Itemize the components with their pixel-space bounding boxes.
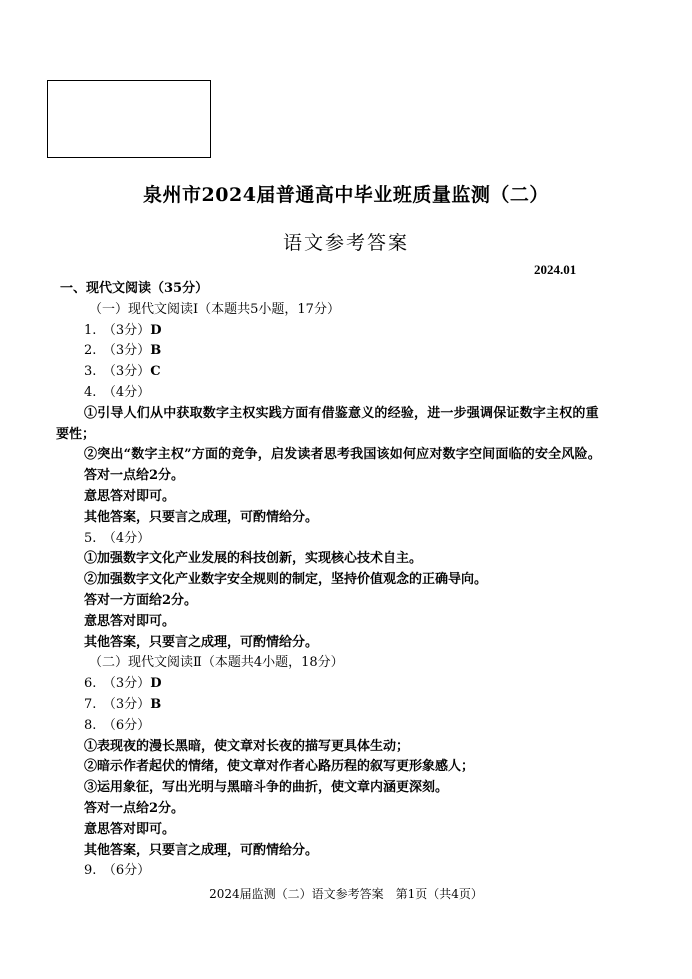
line-text: 一、现代文阅读（35分） [60,281,209,296]
answer-line [84,550,644,568]
answer-line [84,634,644,652]
exam-date: 2024.01 [534,262,577,277]
line-text: 其他答案，只要言之成理，可酌情给分。 [84,842,319,858]
line-text: 2. （3分） [84,343,151,359]
line-text: 意思答对即可。 [84,821,176,837]
answer-line [84,322,644,340]
answer-choice: B [150,697,162,712]
line-text: 6. （3分） [84,676,151,692]
answer-line [89,654,649,672]
answer-line [84,488,644,506]
line-text: 意思答对即可。 [84,489,176,504]
answer-line [84,613,644,631]
answer-line [84,363,644,381]
answer-line [84,738,644,756]
answer-line [84,779,644,797]
answer-line [56,426,616,444]
answer-line [84,696,644,714]
page-subtitle: 语文参考答案 [282,232,409,254]
blank-stamp-box [47,80,211,158]
line-text: ①加强数字文化产业发展的科技创新，实现核心技术自主。 [84,551,423,567]
answer-line [84,592,644,610]
line-text: 要性； [56,426,96,442]
line-text: ②加强数字文化产业数字安全规则的制定，坚持价值观念的正确导向。 [84,572,488,588]
answer-line [60,280,620,298]
line-text: 答对一点给2分。 [84,801,185,816]
answer-choice: D [150,322,162,338]
page-title: 泉州市2024届普通高中毕业班质量监测（二） [143,184,549,206]
answer-line [84,405,644,423]
answer-line [89,301,649,319]
line-text: 4. （4分） [84,385,151,400]
answer-choice: B [150,343,162,359]
answer-line [84,509,644,527]
line-text: 8. （6分） [84,717,151,733]
page-footer: 2024届监测（二）语文参考答案 第1页（共4页） [209,887,483,901]
line-text: （二）现代文阅读Ⅱ（本题共4小题，18分） [89,655,344,671]
line-text: 答对一方面给2分。 [84,593,198,608]
answer-choice: C [150,364,161,380]
line-text: ②突出“数字主权”方面的竞争，启发读者思考我国该如何应对数字空间面临的安全风险。 [84,447,601,463]
answer-line [84,571,644,589]
line-text: （一）现代文阅读Ⅰ（本题共5小题，17分） [89,301,340,317]
answer-line [84,717,644,735]
answer-line [84,821,644,839]
line-text: 其他答案，只要言之成理，可酌情给分。 [84,634,319,650]
answer-line [84,530,644,548]
line-text: ①引导人们从中获取数字主权实践方面有借鉴意义的经验，进一步强调保证数字主权的重 [84,405,599,421]
line-text: 意思答对即可。 [84,613,176,629]
line-text: ①表现夜的漫长黑暗，使文章对长夜的描写更具体生动； [84,738,410,754]
line-text: 答对一点给2分。 [84,468,185,484]
answer-line [84,675,644,693]
line-text: 3. （3分） [84,364,151,380]
answer-line [84,446,644,464]
answer-choice: D [150,676,162,692]
answer-line [84,384,644,402]
line-text: 7. （3分） [84,697,151,712]
line-text: 1. （3分） [84,322,151,338]
answer-line [84,842,644,860]
line-text: 5. （4分） [84,530,151,546]
answer-line [84,862,644,880]
answer-line [84,467,644,485]
answer-line [84,342,644,360]
line-text: ③运用象征，写出光明与黑暗斗争的曲折，使文章内涵更深刻。 [84,780,449,796]
line-text: 9. （6分） [84,863,151,879]
answer-line [84,758,644,776]
line-text: ②暗示作者起伏的情绪，使文章对作者心路历程的叙写更形象感人； [84,759,475,775]
answer-line [84,800,644,818]
line-text: 其他答案，只要言之成理，可酌情给分。 [84,509,319,525]
